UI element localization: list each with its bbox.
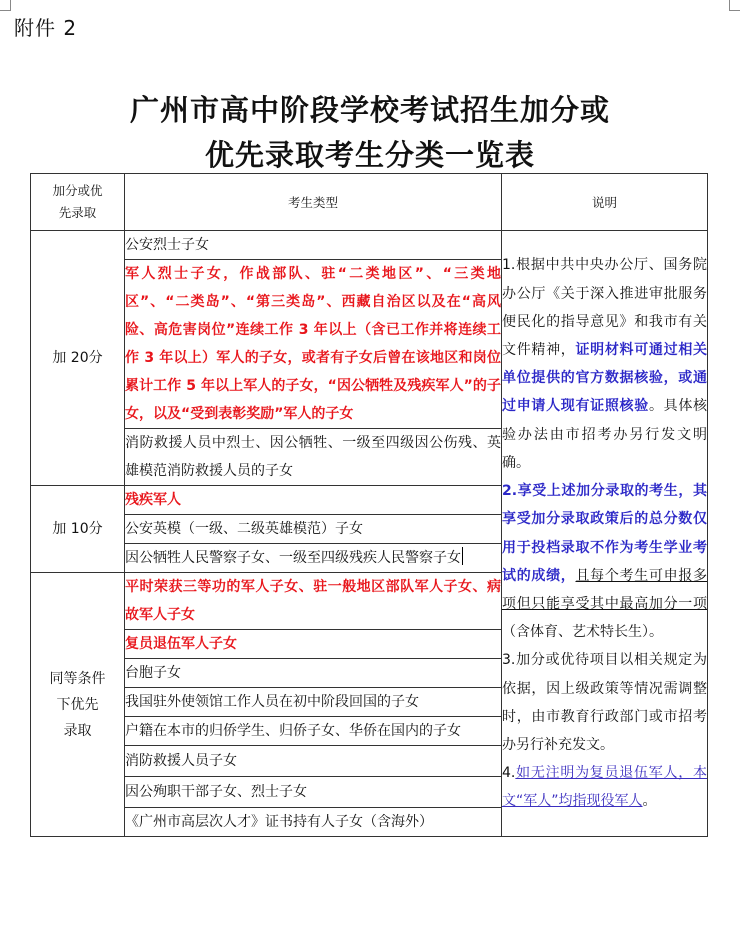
type-cell: 户籍在本市的归侨学生、归侨子女、华侨在国内的子女 (125, 717, 502, 746)
attachment-label: 附件 2 (14, 16, 78, 40)
title-line-2: 优先录取考生分类一览表 (204, 138, 535, 172)
type-cell: 复员退伍军人子女 (125, 630, 502, 659)
type-cell: 《广州市高层次人才》证书持有人子女（含海外） (125, 808, 502, 837)
page-corner-mark (0, 0, 11, 11)
table-row (31, 231, 708, 260)
category-priority: 同等条件 下优先 录取 (31, 573, 125, 837)
type-cell: 消防救援人员中烈士、因公牺牲、一级至四级因公伤残、英雄模范消防救援人员的子女 (125, 429, 502, 486)
category-plus-20: 加 20分 (31, 231, 125, 486)
title-line-1: 广州市高中阶段学校考试招生加分或 (129, 93, 610, 127)
type-cell: 公安英模（一级、二级英雄模范）子女 (125, 515, 502, 544)
category-plus-10: 加 10分 (31, 486, 125, 573)
document-title (0, 88, 740, 178)
type-cell: 我国驻外使领馆工作人员在初中阶段回国的子女 (125, 688, 502, 717)
table-header-row (31, 174, 708, 231)
page-corner-mark (729, 0, 740, 11)
type-cell: 平时荣获三等功的军人子女、驻一般地区部队军人子女、病故军人子女 (125, 573, 502, 630)
header-category: 加分或优 先录取 (31, 174, 125, 231)
type-cell: 因公牺牲人民警察子女、一级至四级残疾人民警察子女 (125, 544, 502, 573)
type-cell: 残疾军人 (125, 486, 502, 515)
header-student-type: 考生类型 (125, 174, 502, 231)
type-cell: 消防救援人员子女 (125, 746, 502, 777)
type-cell: 公安烈士子女 (125, 231, 502, 260)
type-cell: 因公殉职干部子女、烈士子女 (125, 777, 502, 808)
type-cell: 台胞子女 (125, 659, 502, 688)
text-cursor (462, 547, 463, 565)
type-cell: 军人烈士子女，作战部队、驻“二类地区”、“三类地区”、“二类岛”、“第三类岛”、西藏自治区以及在“高风险、高危害岗位”连续工作 3 年以上（含已工作并将连续工作 3 年以上）军人的子女，或者有子女后曾在该地区和岗位累计工作 5 年以上军人的子女，“因公牺牲及残疾军人”的子女，以及“受到表彰奖励”军人的子女 (125, 260, 502, 429)
header-notes: 说明 (502, 174, 708, 231)
notes-cell: 1.根据中共中央办公厅、国务院办公厅《关于深入推进审批服务便民化的指导意见》和我市有关文件精神，证明材料可通过相关单位提供的官方数据核验，或通过申请人现有证照核验。具体核验办法由市招考办另行发文明确。 2.享受上述加分录取的考生，其享受加分录取政策后的总分数仅用于投档录取不作为考生学业考试的成绩，且每个考生可申报多项但只能享受其中最高加分一项（含体育、艺术特长生）。 3.加分或优待项目以相关规定为依据，因上级政策等情况需调整时，由市教育行政部门或市招考办另行补充发文。 4.如无注明为复员退伍军人，本文“军人”均指现役军人。 (502, 231, 708, 837)
classification-table (30, 173, 708, 837)
